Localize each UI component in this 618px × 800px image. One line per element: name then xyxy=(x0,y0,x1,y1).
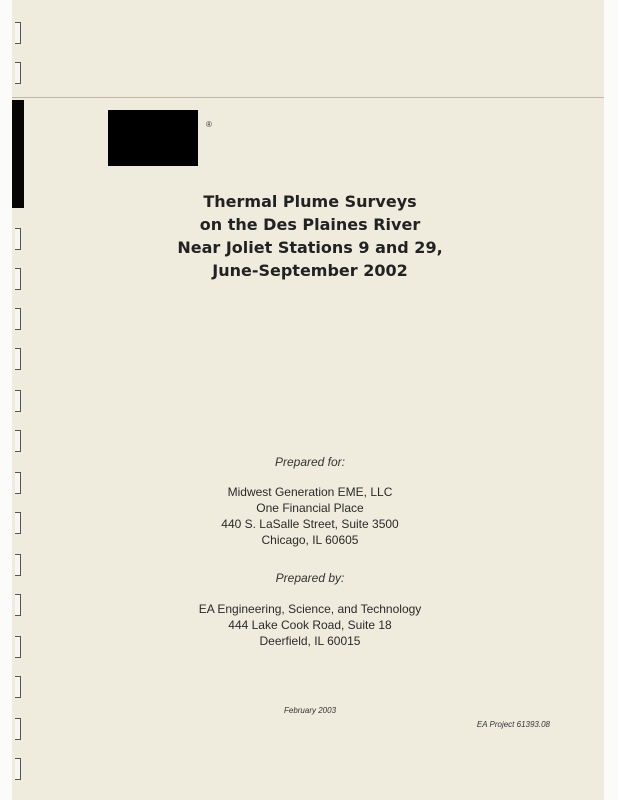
fold-line xyxy=(12,97,604,98)
address-line: Chicago, IL 60605 xyxy=(261,533,359,547)
prepared-by-address xyxy=(100,601,520,649)
binding-hole xyxy=(15,228,21,250)
address-line: 440 S. LaSalle Street, Suite 3500 xyxy=(221,517,399,531)
binding-hole xyxy=(15,22,21,44)
prepared-for-address xyxy=(100,484,520,548)
binding-hole xyxy=(15,390,21,412)
title-line: Thermal Plume Surveys xyxy=(203,192,417,211)
binding-bar xyxy=(12,100,24,208)
document-page xyxy=(12,0,604,800)
address-line: One Financial Place xyxy=(256,501,364,515)
redacted-logo xyxy=(108,110,198,166)
address-line: Midwest Generation EME, LLC xyxy=(227,485,393,499)
binding-hole xyxy=(15,758,21,780)
binding-hole xyxy=(15,308,21,330)
address-line: EA Engineering, Science, and Technology xyxy=(198,602,422,616)
title-line: on the Des Plaines River xyxy=(199,215,421,234)
title-line: Near Joliet Stations 9 and 29, xyxy=(177,238,443,257)
report-date: February 2003 xyxy=(283,706,337,715)
title-line: June-September 2002 xyxy=(212,261,408,280)
prepared-for-label: Prepared for: xyxy=(274,455,346,469)
registered-mark: ® xyxy=(206,120,212,129)
project-number: EA Project 61393.08 xyxy=(476,720,550,729)
prepared-by-label: Prepared by: xyxy=(275,571,345,585)
binding-hole xyxy=(15,268,21,290)
binding-hole xyxy=(15,348,21,370)
binding-hole xyxy=(15,554,21,576)
binding-hole xyxy=(15,472,21,494)
report-title xyxy=(100,190,520,282)
binding-hole xyxy=(15,676,21,698)
binding-hole xyxy=(15,636,21,658)
binding-hole xyxy=(15,594,21,616)
address-line: Deerfield, IL 60015 xyxy=(259,634,361,648)
binding-hole xyxy=(15,512,21,534)
binding-hole xyxy=(15,430,21,452)
binding-hole xyxy=(15,718,21,740)
address-line: 444 Lake Cook Road, Suite 18 xyxy=(228,618,392,632)
binding-hole xyxy=(15,62,21,84)
